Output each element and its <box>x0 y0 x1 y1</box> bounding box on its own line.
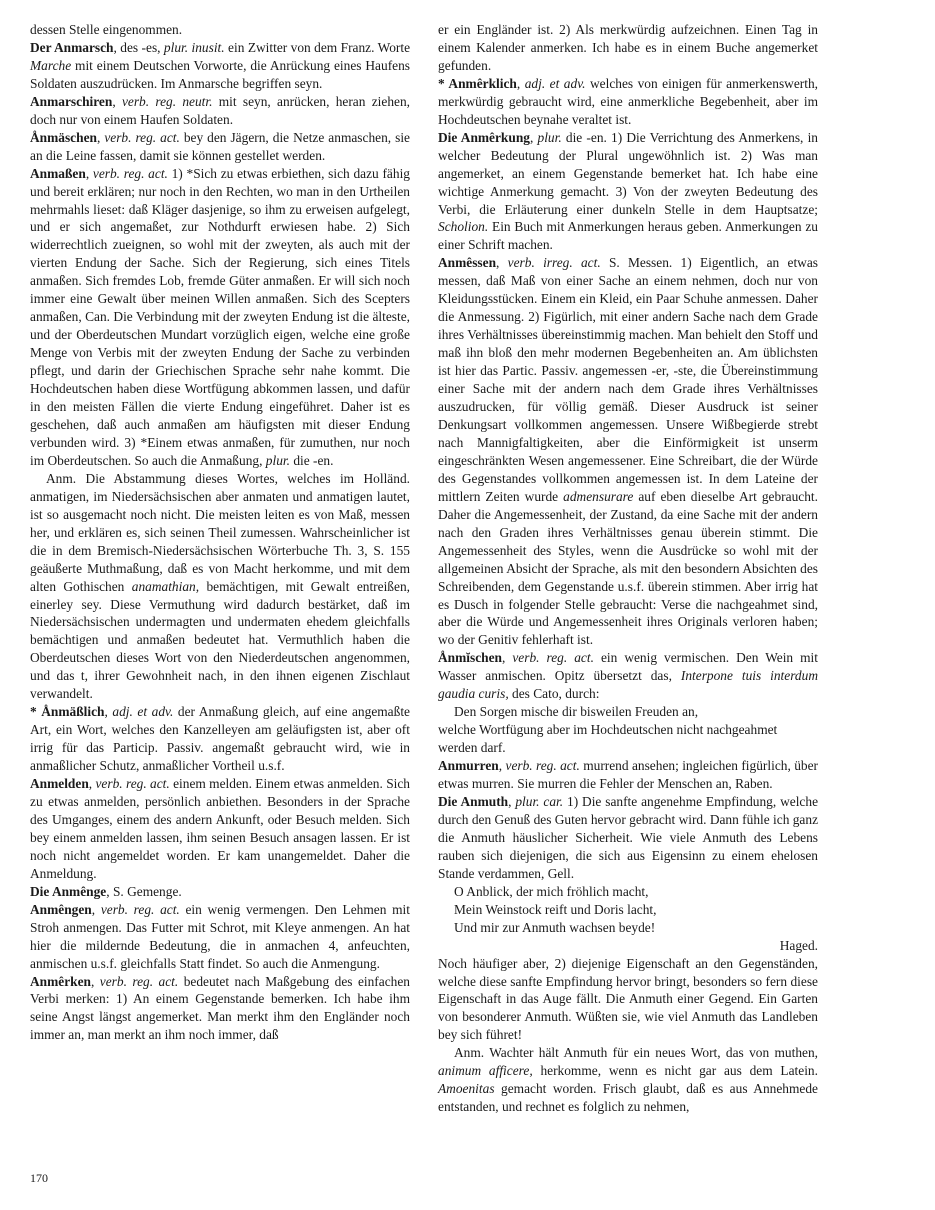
paragraph <box>438 919 818 937</box>
italic-text: verb. reg. act. <box>95 776 170 792</box>
body-text: Noch häufiger aber, 2) diejenige Eigenschaft an den Gegenständen, welche diese sanfte Empfindung hervor bringt, besonders so fern diese Eigenschaft in das Auge fällt. Die Anmuth einer Gegend. Ein Garten von besonderer Anmuth. Wüßten sie, wie viel Anmuth das Landleben bey sich führet! <box>438 955 818 1043</box>
body-text: die -en. 1) Die Verrichtung des Anmerkens, in welcher Bedeutung der Plural ungewöhnlich ist. 2) Was man angemerket, an einem Gegenstande bemerket hat. Ich habe eine wichtige Anmerkung gemacht. 3) Von der zweyten Bedeutung des Verbi, die Erläuterung einer dunkeln Stelle in dem Hauptsatze; <box>438 129 819 217</box>
italic-text: anamathian, <box>131 578 200 594</box>
paragraph <box>30 883 410 901</box>
italic-text: Amoenitas <box>438 1081 495 1097</box>
body-text: Ein Buch mit Anmerkungen heraus geben. Anmerkungen zu einer Schrift machen. <box>438 219 818 253</box>
paragraph <box>438 254 818 649</box>
body-text: einem melden. Einem etwas anmelden. Sich zu etwas anmelden, persönlich anbiethen. Besonders in der Sprache des Umganges, einem des andern Ankunft, oder Besuch melden. Sich bey einem anmelden lassen, ihm seinen Besuch ansagen lassen. Er ist noch nicht angemeldet worden. Er kam unangemeldet. Daher die Anmeldung. <box>30 776 410 881</box>
body-text: , <box>104 704 113 720</box>
italic-text: adj. et adv. <box>112 704 174 720</box>
entry-headword: Anmarschiren <box>30 93 113 109</box>
body-text: , <box>498 758 506 774</box>
body-text: Haged. <box>779 937 818 953</box>
italic-text: Interpone tuis interdum gaudia curis, <box>438 668 818 702</box>
body-text: herkomme, wenn es nicht gar aus dem Latein. <box>532 1063 818 1079</box>
page-number: 170 <box>30 1171 48 1185</box>
paragraph <box>438 1044 818 1116</box>
body-text: , <box>502 650 513 666</box>
paragraph <box>438 793 818 883</box>
body-text: , <box>96 129 105 145</box>
paragraph <box>30 973 410 1045</box>
italic-text: verb. reg. act. <box>92 165 168 181</box>
italic-text: verb. reg. act. <box>99 973 179 989</box>
body-text: Den Sorgen mische dir bisweilen Freuden an, <box>454 704 699 720</box>
italic-text: animum afficere, <box>438 1063 533 1079</box>
paragraph <box>438 955 818 1045</box>
body-text: mit einem Deutschen Vorworte, die Anrückung eines Haufens Soldaten auszudrücken. Im Anmarsche begriffen seyn. <box>30 57 410 91</box>
italic-text: plur. <box>265 452 290 468</box>
left-column <box>30 21 410 1044</box>
body-text: welche Wortfügung aber im Hochdeutschen nicht nachgeahmet werden darf. <box>438 722 778 756</box>
italic-text: verb. reg. act. <box>100 901 180 917</box>
body-text: , S. Gemenge. <box>106 883 182 899</box>
paragraph <box>438 75 818 129</box>
body-text: gemacht worden. Frisch glaubt, daß es aus Annehmede entstanden, und rechnet es folglich zu nehmen, <box>438 1081 818 1115</box>
entry-headword: Der Anmarsch <box>30 39 114 55</box>
body-text: murrend ansehen; ingleichen figürlich, über etwas murren. Sie murren die Fehler der Menschen an, Raben. <box>438 758 818 792</box>
paragraph <box>30 703 410 775</box>
paragraph <box>30 39 410 93</box>
body-text: Mein Weinstock reift und Doris lacht, <box>454 901 657 917</box>
paragraph <box>438 649 818 703</box>
body-text: , <box>508 793 516 809</box>
italic-text: plur. inusit. <box>163 39 225 55</box>
body-text: , <box>91 901 101 917</box>
body-text: ein Zwitter von dem Franz. Worte <box>224 39 411 55</box>
body-text: , <box>516 75 525 91</box>
entry-headword: * Ånmäßlich <box>30 704 105 720</box>
paragraph <box>438 721 818 757</box>
entry-headword: * Anmêrklich <box>438 75 517 91</box>
paragraph <box>30 93 410 129</box>
paragraph <box>438 901 818 919</box>
italic-text: plur. car. <box>515 793 564 809</box>
body-text: ein wenig vermengen. Den Lehmen mit Stroh anmengen. Das Futter mit Schrot, mit Kleye anmengen. An hat hier die mildernde Bedeutung, die in anmachen 4, anfeuchten, anmischen u.s.f. gleichfalls Statt findet. So auch die Anmengung. <box>30 901 410 971</box>
entry-headword: Anmaßen <box>30 165 86 181</box>
paragraph <box>438 883 818 901</box>
right-column <box>438 21 818 1116</box>
paragraph <box>438 129 818 255</box>
entry-headword: Anmêssen <box>438 255 497 271</box>
body-text: welches von einigen für anmerkenswerth, merkwürdig gebraucht wird, eine anmerkliche Begebenheit, aber im Hochdeutschen beynahe veraltet ist. <box>438 75 818 127</box>
italic-text: adj. et adv. <box>524 75 586 91</box>
body-text: bedeutet nach Maßgebung des einfachen Verbi merken: 1) An einem Gegenstande bemerken. Ich habe ihm seine Angst längst angemerket. Man merkt ihm den Engländer noch immer an, man merkt an ihm noch immer, daß <box>30 973 410 1043</box>
italic-text: verb. reg. act. <box>505 758 580 774</box>
body-text: , <box>112 93 122 109</box>
body-text: O Anblick, der mich fröhlich macht, <box>454 883 649 899</box>
paragraph <box>30 901 410 973</box>
italic-text: verb. reg. act. <box>104 129 180 145</box>
paragraph <box>30 129 410 165</box>
body-text: die -en. <box>289 452 334 468</box>
entry-headword: Ånmäschen <box>30 129 97 145</box>
entry-headword: Die Anmênge <box>30 883 107 899</box>
body-text: auf eben dieselbe Art gebraucht. Daher die Angemessenheit, der Zustand, da eine Sache mit der andern nach den Graden ihres Verhältnisses genau überein stimmt. Die Angemessenheit des Styles, wenn die Ausdrücke so wohl mit der allgemeinen Absicht der Sprache, als mit den besondern Absichten des Schreibenden, dem Gegenstande u.s.f. überein stimmen. Aber irrig hat es Dusch in folgender Stelle gebraucht: Verse die nachgeahmet sind, aber die Würde und Angemessenheit ihres Originals verloren haben; wo der Genitiv fehlerhaft ist. <box>438 488 818 648</box>
body-text: dessen Stelle eingenommen. <box>30 22 183 37</box>
body-text: , des -es, <box>113 39 164 55</box>
entry-headword: Anmurren <box>438 758 499 774</box>
italic-text: verb. reg. act. <box>512 650 594 666</box>
paragraph <box>438 757 818 793</box>
entry-headword: Ånmĭschen <box>438 650 502 666</box>
body-text: bemächtigen, mit Gewalt entreißen, einerley sey. Diese Vermuthung wird dadurch bestärket, daß im Niedersächsischen undermagten und undermaten ehedem gleichfalls bemächtigen und anmaßen bedeutet hat. Vermuthlich haben die Oberdeutschen dieses Wort von den Niederdeutschen angenommen, und das t, ihrer Gewohnheit nach, in den ihnen eigenen Zischlaut verwandelt. <box>30 578 410 702</box>
paragraph <box>30 21 410 39</box>
body-text: Anm. Die Abstammung dieses Wortes, welches im Holländ. anmatigen, im Niedersächsischen aber anmaten und anmatigen lautet, ist so ausgemacht noch nicht. Die meisten leiten es von Maß, messen her, und erklären es, sich seinen Theil zumessen. Wahrscheinlicher ist die in dem Bremisch-Niedersächsischen Wörterbuche Th. 3, S. 155 geäußerte Muthmaßung, daß es von Macht herkomme, und mit dem alten Gothischen <box>30 470 410 594</box>
body-text: , <box>91 973 100 989</box>
entry-headword: Die Anmuth <box>438 793 509 809</box>
paragraph <box>30 775 410 883</box>
body-text: 1) *Sich zu etwas erbiethen, sich dazu fähig und bereit erklären; nur noch in den Rechten, wo man in den Urtheilen mehrmahls lieset: daß Kläger dasjenige, so ihm zu erweisen aufgelegt, und er sich angemaßet, zur Nothdurft erwiesen habe. 2) Sich widerrechtlich zueignen, so wohl mit der zweyten, als auch mit der vierten Endung der Sache. Sich der Regierung, sich eines Titels anmaßen. Sich fremdes Lob, fremde Güter anmaßen. Er will sich noch immer eine Gewalt über meinen Willen anmaßen. Sich des Scepters anmaßen, Can. Die Verbindung mit der zweyten Endung ist die älteste, und der Oberdeutschen Mundart vorzüglich eigen, welche eine große Menge von Verbis mit der zweyten Endung der Sache zu verbinden pflegt, und darin der Griechischen Sprache sehr nahe kommt. Die Hochdeutschen haben diese Wortfügung abkommen lassen, und dafür in den meisten Fällen die vierte Endung eingeführet. Daher ist es geschehen, daß auch anmaßen am häufigsten mit dieser Endung verbunden wird. 3) *Einem etwas anmaßen, für zumuthen, nur noch im Oberdeutschen. So auch die Anmaßung, <box>30 165 410 468</box>
italic-text: verb. reg. neutr. <box>121 93 213 109</box>
paragraph <box>30 165 410 470</box>
italic-text: Scholion. <box>438 219 489 235</box>
italic-text: verb. irreg. act. <box>507 255 601 271</box>
body-text: bey den Jägern, die Netze anmaschen, sie an die Leine fassen, damit sie können gestellet werden. <box>30 129 411 163</box>
body-text: Anm. Wachter hält Anmuth für ein neues Wort, das von muthen, <box>454 1045 818 1061</box>
italic-text: plur. <box>537 129 562 145</box>
entry-headword: Anmelden <box>30 776 89 792</box>
body-text: ein wenig vermischen. Den Wein mit Wasser anmischen. Opitz übersetzt das, <box>438 650 818 684</box>
paragraph <box>438 21 818 75</box>
body-text: , <box>529 129 538 145</box>
body-text: S. Messen. 1) Eigentlich, an etwas messen, daß Maß von einer Sache an einem nehmen, doch nur von Kleidungsstücken. Einem ein Kleid, ein Paar Schuhe anmessen. Daher die Anmessung. 2) Figürlich, mit einer andern Sache nach dem Grade ihres Verhältnisses übereinstimmig machen. Man behielt den Stoff und maß ihn bloß den mehr modernen Begebenheiten an. Am üblichsten ist hier das Partic. Passiv. angemessen -er, -ste, die Übereinstimmung einer Sache mit der andern nach dem Grade ihres Verhältnisses auszudrucken, für völlig gemäß. Dieser Ausdruck ist seiner Denkungsart vollkommen angemessen. Unsere Wißbegierde strebt nach Mannigfaltigkeiten, aber die Einförmigkeit ist unserm eingeschränkten Wesen angemessener. Eine Schreibart, die der Würde des Gegenstandes vollkommen angemessen ist. In dem Lateine der mittlern Zeiten wurde <box>438 255 818 504</box>
paragraph <box>438 703 818 721</box>
paragraph <box>438 937 818 955</box>
entry-headword: Die Anmêrkung <box>438 129 530 145</box>
body-text: 1) Die sanfte angenehme Empfindung, welche durch den Genuß des Guten hervor gebracht wird. Dann fühle ich ganz die Anmuth häuslicher Sicherheit. Wie viele Anmuth des Lebens rauben sich diejenigen, die sich aus Eigensinn zu einem ehelosen Stande verdammen, Gell. <box>438 793 819 881</box>
body-text: des Cato, durch: <box>508 686 600 702</box>
entry-headword: Anmêngen <box>30 901 92 917</box>
body-text: er ein Engländer ist. 2) Als merkwürdig aufzeichnen. Einen Tag in einem Kalender anmerken. Ich habe es in einem Buche angemerket gefunden. <box>438 22 818 73</box>
italic-text: admensurare <box>563 488 634 504</box>
body-text: der Anmaßung gleich, auf eine angemaßte Art, ein Wort, welches den Kanzelleyen am geläufigsten ist, aber oft irrig für das Particip. Passiv. angemaßt gebraucht wird, wie in anmaßlicher Schutz, anmaßlicher Vortheil u.s.f. <box>30 704 410 774</box>
entry-headword: Anmêrken <box>30 973 91 989</box>
body-text: , <box>88 776 96 792</box>
body-text: Und mir zur Anmuth wachsen beyde! <box>454 919 656 935</box>
italic-text: Marche <box>30 57 72 73</box>
body-text: , <box>496 255 508 271</box>
body-text: mit seyn, anrücken, heran ziehen, doch nur von einem Haufen Soldaten. <box>30 93 410 127</box>
paragraph <box>30 470 410 703</box>
body-text: , <box>85 165 93 181</box>
